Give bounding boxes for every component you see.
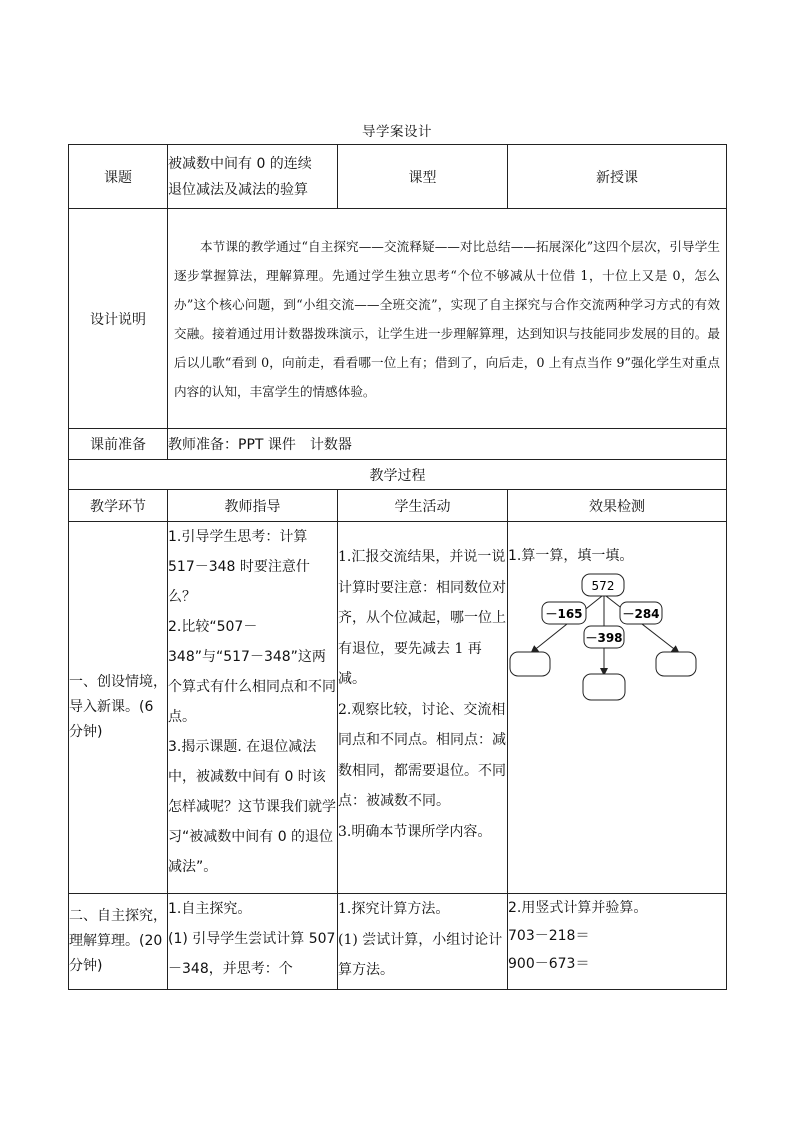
stage1-teacher bbox=[168, 522, 338, 894]
stage1-student-item: 3.明确本节课所学内容。 bbox=[338, 823, 492, 840]
header-row bbox=[69, 490, 727, 522]
stage2-check-item: 2.用竖式计算并验算。 bbox=[508, 900, 648, 916]
stage1-check-title: 1.算一算，填一填。 bbox=[508, 548, 634, 564]
header-student: 学生活动 bbox=[338, 490, 508, 522]
op-right: －284 bbox=[622, 607, 660, 621]
lesson-plan-table bbox=[68, 144, 727, 990]
topic-value bbox=[168, 145, 338, 209]
topic-value-line2: 退位减法及减法的验算 bbox=[168, 181, 308, 198]
stage2-student-item: 1.探究计算方法。 bbox=[338, 901, 450, 917]
header-teacher: 教师指导 bbox=[168, 490, 338, 522]
document-title: 导学案设计 bbox=[362, 124, 432, 140]
stage1-check bbox=[508, 522, 727, 894]
stage2-check-item: 900－673＝ bbox=[508, 956, 590, 972]
stage1-teacher-item: 2.比较“507－348”与“517－348”这两个算式有什么相同点和不同点。 bbox=[168, 619, 336, 725]
stage1-student bbox=[338, 522, 508, 894]
root-value: 572 bbox=[591, 579, 615, 593]
process-title-row bbox=[69, 460, 727, 490]
design-label: 设计说明 bbox=[69, 209, 168, 429]
stage2-teacher bbox=[168, 894, 338, 990]
stage2-student-item: (1) 尝试计算，小组讨论计算方法。 bbox=[338, 931, 503, 978]
lesson-type-label: 课型 bbox=[338, 145, 508, 209]
stage1-student-item: 2.观察比较，讨论、交流相同点和不同点。相同点：减数相同，都需要退位。不同点：被减数不同。 bbox=[338, 701, 506, 809]
subtraction-diagram bbox=[508, 570, 698, 720]
answer-box-left[interactable] bbox=[510, 652, 550, 676]
stage2-student bbox=[338, 894, 508, 990]
design-cell bbox=[168, 209, 727, 429]
answer-box-right[interactable] bbox=[656, 652, 696, 676]
stage2-row bbox=[69, 894, 727, 990]
answer-box-middle[interactable] bbox=[583, 674, 625, 700]
prep-label: 课前准备 bbox=[69, 429, 168, 460]
stage1-teacher-item: 3.揭示课题. 在退位减法中，被减数中间有 0 时该怎样减呢？这节课我们就学习“被减数中间有 0 的退位减法”。 bbox=[168, 739, 336, 875]
op-left: －165 bbox=[545, 607, 583, 621]
stage1-teacher-item: 1.引导学生思考：计算 517－348 时要注意什么？ bbox=[168, 529, 310, 605]
lesson-type-value: 新授课 bbox=[508, 145, 727, 209]
topic-row bbox=[69, 145, 727, 209]
header-check: 效果检测 bbox=[508, 490, 727, 522]
stage2-name: 二、自主探究，理解算理。(20 分钟) bbox=[69, 894, 168, 990]
stage2-check bbox=[508, 894, 727, 990]
prep-row bbox=[69, 429, 727, 460]
design-text: 本节课的教学通过“自主探究——交流释疑——对比总结——拓展深化”这四个层次，引导学生逐步掌握算法，理解算理。先通过学生独立思考“个位不够减从十位借 1，十位上又是 0，怎么办”这个核心问题，到“小组交流——全班交流”，实现了自主探究与合作交流两种学习方式的有效交融。接着通过用计数器拨珠演示，让学生进一步理解算理，达到知识与技能同步发展的目的。最后以儿歌“看到 0，向前走，看看哪一位上有；借到了，向后走，0 上有点当作 9”强化学生对重点内容的认知，丰富学生的情感体验。 bbox=[174, 238, 720, 399]
topic-value-line1: 被减数中间有 0 的连续 bbox=[168, 155, 312, 172]
process-title: 教学过程 bbox=[69, 460, 727, 490]
stage1-student-item: 1.汇报交流结果，并说一说计算时要注意：相同数位对齐，从个位减起，哪一位上有退位，要先减去 1 再减。 bbox=[338, 549, 506, 687]
stage1-row bbox=[69, 522, 727, 894]
prep-value: 教师准备：PPT 课件 计数器 bbox=[168, 429, 727, 460]
topic-label: 课题 bbox=[69, 145, 168, 209]
design-row bbox=[69, 209, 727, 429]
stage2-teacher-item: 1.自主探究。 bbox=[168, 901, 252, 917]
stage2-teacher-item: (1) 引导学生尝试计算 507－348，并思考：个 bbox=[168, 931, 336, 977]
stage1-name: 一、创设情境，导入新课。(6 分钟) bbox=[69, 522, 168, 894]
stage2-check-item: 703－218＝ bbox=[508, 928, 590, 944]
op-middle: －398 bbox=[585, 631, 623, 645]
header-stage: 教学环节 bbox=[69, 490, 168, 522]
